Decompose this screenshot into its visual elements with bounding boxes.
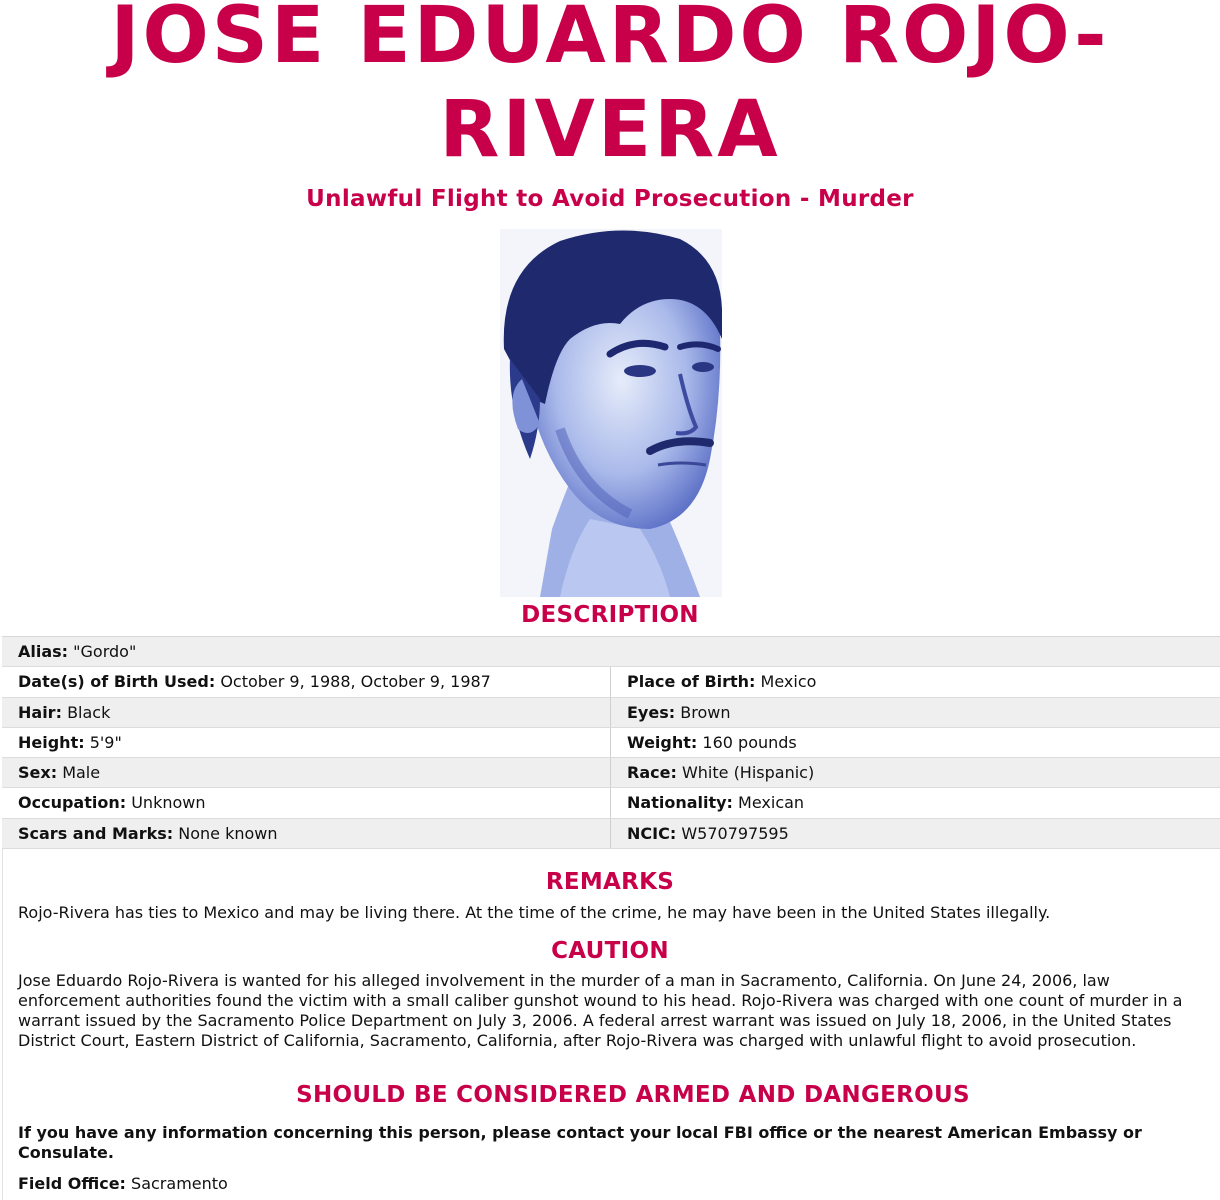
alias-cell (2, 637, 1220, 666)
caution-text: Jose Eduardo Rojo-Rivera is wanted for his alleged involvement in the murder of a man in Sacramento, California. On June 24, 2006, law enforcement authorities found the victim with a small caliber gunshot wound to his head. Rojo-Rivera was charged with one count of murder in a warrant issued by the Sacramento Police Department on July 3, 2006. A federal arrest warrant was issued on July 18, 2006, in the United States District Court, Eastern District of California, Sacramento, California, after Rojo-Rivera was charged with unlawful flight to avoid prosecution. (18, 971, 1183, 1050)
sex-value: Male (62, 763, 101, 783)
sex-cell (2, 758, 611, 787)
alias-value: "Gordo" (73, 642, 137, 661)
race-cell (611, 758, 1220, 787)
armed-dangerous-heading: SHOULD BE CONSIDERED ARMED AND DANGEROUS (296, 1082, 970, 1108)
table-row (2, 667, 1220, 697)
occupation-cell (2, 788, 611, 817)
hair-label: Hair: (18, 702, 62, 722)
scars-label: Scars and Marks: (18, 823, 174, 843)
dob-value: October 9, 1988, October 9, 1987 (220, 672, 491, 692)
eyes-label: Eyes: (627, 702, 676, 722)
field-office (18, 1174, 1193, 1194)
eyes-cell (611, 698, 1220, 727)
description-table (2, 636, 1220, 849)
weight-label: Weight: (627, 732, 698, 752)
remarks-heading: REMARKS (545, 869, 675, 895)
hair-value: Black (67, 702, 111, 722)
description-heading: DESCRIPTION (521, 602, 699, 628)
nationality-label: Nationality: (627, 793, 733, 813)
dob-label: Date(s) of Birth Used: (18, 672, 216, 692)
suspect-photo (500, 229, 722, 597)
ncic-cell (611, 819, 1220, 848)
place-of-birth-cell (611, 667, 1220, 696)
place-of-birth-value: Mexico (760, 672, 817, 692)
scars-value: None known (178, 823, 278, 843)
contact-text: If you have any information concerning this person, please contact your local FBI office or the nearest American Embassy or Consulate. (18, 1123, 1142, 1162)
height-label: Height: (18, 732, 85, 752)
place-of-birth-label: Place of Birth: (627, 672, 756, 692)
occupation-value: Unknown (131, 793, 206, 813)
table-row (2, 819, 1220, 849)
name-title-line-2: RIVERA (439, 85, 781, 175)
nationality-value: Mexican (738, 793, 805, 813)
table-row (2, 788, 1220, 818)
sex-label: Sex: (18, 763, 58, 783)
scars-cell (2, 819, 611, 848)
weight-value: 160 pounds (702, 732, 797, 752)
occupation-label: Occupation: (18, 793, 127, 813)
dob-cell (2, 667, 611, 696)
race-label: Race: (627, 763, 677, 783)
name-title-line-1: JOSE EDUARDO ROJO- (110, 0, 1110, 81)
field-office-label: Field Office: (18, 1174, 126, 1193)
table-row (2, 758, 1220, 788)
remarks-text: Rojo-Rivera has ties to Mexico and may be living there. At the time of the crime, he may have been in the United States illegally. (18, 903, 1051, 922)
ncic-label: NCIC: (627, 823, 677, 843)
weight-cell (611, 728, 1220, 757)
alias-label: Alias: (18, 642, 69, 661)
table-row (2, 637, 1220, 667)
height-value: 5'9" (89, 732, 122, 752)
table-row (2, 728, 1220, 758)
charge-subtitle: Unlawful Flight to Avoid Prosecution - Murder (306, 186, 914, 212)
table-row (2, 698, 1220, 728)
race-value: White (Hispanic) (681, 763, 815, 783)
ncic-value: W570797595 (681, 823, 789, 843)
field-office-value: Sacramento (131, 1174, 228, 1193)
height-cell (2, 728, 611, 757)
eyes-value: Brown (680, 702, 731, 722)
caution-heading: CAUTION (551, 938, 669, 964)
hair-cell (2, 698, 611, 727)
nationality-cell (611, 788, 1220, 817)
suspect-portrait-sketch-icon (500, 229, 722, 597)
